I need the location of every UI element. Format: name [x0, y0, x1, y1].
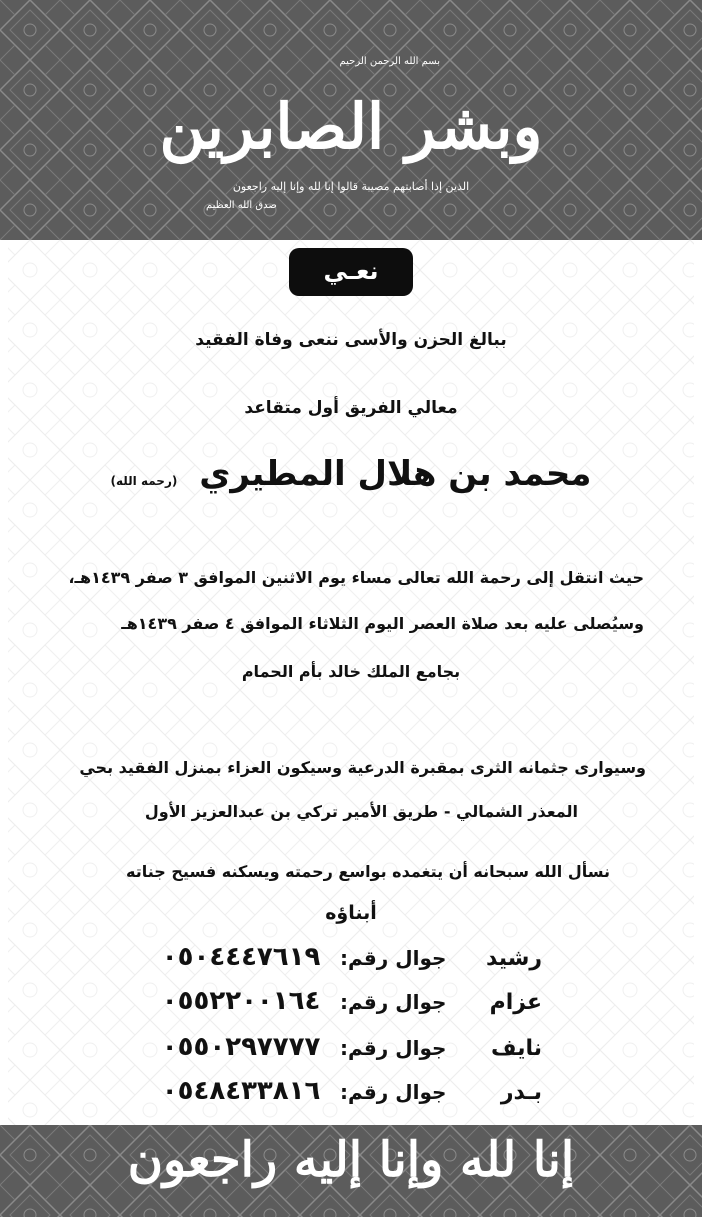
contact-row [162, 1032, 542, 1062]
contact-label: جوال رقم: [340, 1036, 447, 1060]
contact-number: ٠٥٥٢٢٠٠١٦٤ [161, 986, 321, 1016]
contact-name: رشيد [486, 946, 542, 971]
paragraph-prayer-time: وسيُصلى عليه بعد صلاة العصر اليوم الثلاثاء الموافق ٤ صفر ١٤٣٩هـ [121, 614, 644, 633]
contact-row [162, 942, 542, 972]
contact-label: جوال رقم: [340, 990, 447, 1014]
prayer-text: نسأل الله سبحانه أن يتغمده بواسع رحمته ويسكنه فسيح جناته [126, 862, 610, 881]
paragraph-address: المعذر الشمالي - طريق الأمير تركي بن عبدالعزيز الأول [144, 802, 578, 821]
header-calligraphy [0, 0, 702, 240]
contact-row [162, 986, 542, 1016]
paragraph-mosque: بجامع الملك خالد بأم الحمام [241, 662, 461, 681]
contact-label: جوال رقم: [340, 946, 447, 970]
sons-label: أبناؤه [325, 902, 377, 924]
contact-name: عزام [489, 990, 542, 1015]
quran-verse: الذين إذا أصابتهم مصيبة قالوا إنا لله وإنا إليه راجعون [232, 180, 470, 193]
footer-calligraphy: إنا لله وإنا إليه راجعون [127, 1132, 575, 1188]
paragraph-burial: وسيوارى جثمانه الثرى بمقبرة الدرعية وسيكون العزاء بمنزل الفقيد بحي [79, 758, 646, 777]
obituary-badge: نعـي [289, 248, 413, 296]
deceased-name: محمد بن هلال المطيري [199, 454, 592, 494]
rahimahu-text: (رحمه الله) [110, 474, 178, 488]
basmala-text: بسم الله الرحمن الرحيم [339, 56, 440, 67]
intro-text: ببالغ الحزن والأسى ننعى وفاة الفقيد [195, 330, 507, 350]
sadaqa-text: صدق الله العظيم [206, 200, 277, 211]
contact-number: ٠٥٥٠٢٩٧٧٧٧ [161, 1032, 321, 1062]
calligraphy-title: وبشر الصابرين [159, 90, 543, 163]
contact-row [162, 1076, 542, 1106]
contact-number: ٠٥٤٨٤٣٣٨١٦ [161, 1076, 321, 1106]
deceased-name-line [0, 454, 702, 494]
rank-title: معالي الفريق أول متقاعد [244, 398, 458, 418]
paragraph-death-date: حيث انتقل إلى رحمة الله تعالى مساء يوم الاثنين الموافق ٣ صفر ١٤٣٩هـ، [68, 568, 644, 587]
contact-name: نايف [491, 1036, 542, 1061]
contact-label: جوال رقم: [340, 1080, 447, 1104]
contact-name: بـدر [500, 1080, 542, 1105]
contact-number: ٠٥٠٤٤٤٧٦١٩ [161, 942, 321, 972]
top-pattern-band [0, 0, 702, 240]
